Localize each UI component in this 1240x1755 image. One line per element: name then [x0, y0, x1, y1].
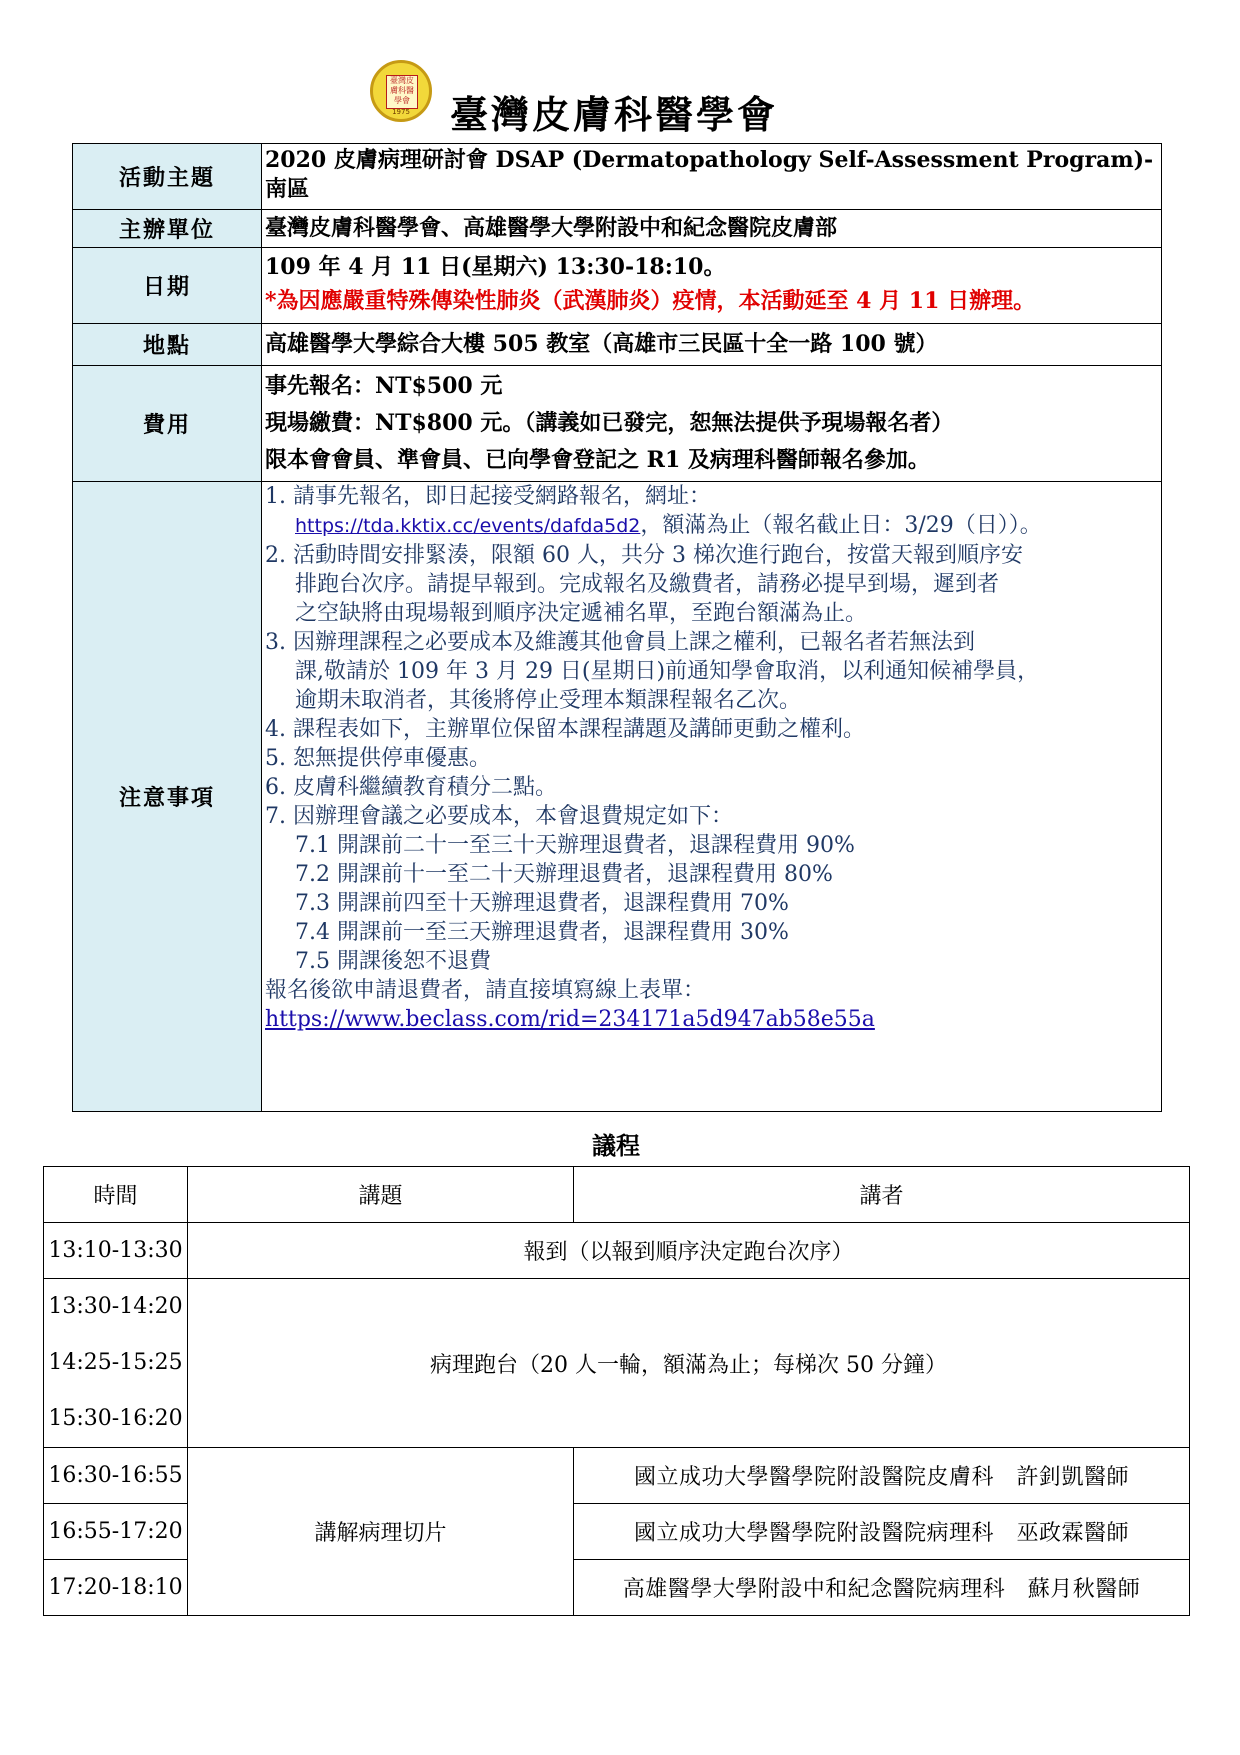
note-2c: 之空缺將由現場報到順序決定遞補名單，至跑台額滿為止。 — [295, 601, 868, 626]
rotation-time-3: 15:30-16:20 — [48, 1406, 183, 1431]
fee-row — [73, 366, 1162, 482]
note-3a: 3. 因辦理課程之必要成本及維護其他會員上課之權利，已報名者若無法到 — [265, 630, 975, 655]
event-info-table — [72, 143, 1162, 1112]
rotation-text: 病理跑台（20 人一輪，額滿為止；每梯次 50 分鐘） — [188, 1279, 1190, 1448]
date-notice: *為因應嚴重特殊傳染性肺炎（武漢肺炎）疫情，本活動延至 4 月 11 日辦理。 — [265, 288, 1036, 314]
refund-rule-2: 7.2 開課前十一至二十天辦理退費者，退課程費用 80% — [295, 862, 833, 887]
fee-onsite: 現場繳費：NT$800 元。（講義如已發完，恕無法提供予現場報名者） — [265, 410, 954, 436]
rotation-time-2: 14:25-15:25 — [48, 1350, 183, 1375]
notes-label: 注意事項 — [73, 482, 262, 1112]
refund-rule-1: 7.1 開課前二十一至三十天辦理退費者，退課程費用 90% — [295, 833, 855, 858]
date-cell — [262, 248, 1162, 324]
agenda-header-row — [44, 1167, 1190, 1223]
lecture-speaker-2: 國立成功大學醫學院附設醫院病理科 巫政霖醫師 — [574, 1504, 1190, 1560]
logo-emblem — [386, 75, 418, 109]
fee-cell — [262, 366, 1162, 482]
registration-link[interactable]: https://tda.kktix.cc/events/dafda5d2 — [295, 515, 641, 537]
date-label: 日期 — [73, 248, 262, 324]
fee-label: 費用 — [73, 366, 262, 482]
theme-value: 2020 皮膚病理研討會 DSAP (Dermatopathology Self-Assessment Program)-南區 — [262, 144, 1162, 210]
association-logo — [370, 60, 432, 122]
theme-label: 活動主題 — [73, 144, 262, 210]
lecture-time-3: 17:20-18:10 — [44, 1560, 188, 1616]
rotation-times — [44, 1279, 188, 1448]
page-title: 臺灣皮膚科醫學會 — [450, 92, 779, 137]
note-3b: 課,敬請於 109 年 3 月 29 日(星期日)前通知學會取消，以利通知候補學員， — [295, 659, 1040, 684]
place-label: 地點 — [73, 324, 262, 366]
note-1-cont — [265, 511, 1157, 541]
refund-rule-3: 7.3 開課前四至十天辦理退費者，退課程費用 70% — [295, 891, 789, 916]
checkin-time: 13:10-13:30 — [44, 1223, 188, 1279]
lecture-speaker-1: 國立成功大學醫學院附設醫院皮膚科 許釗凱醫師 — [574, 1448, 1190, 1504]
date-row — [73, 248, 1162, 324]
note-7: 7. 因辦理會議之必要成本，本會退費規定如下： — [265, 804, 733, 829]
note-2a: 2. 活動時間安排緊湊，限額 60 人，共分 3 梯次進行跑台，按當天報到順序安 — [265, 543, 1023, 568]
rotation-time-1: 13:30-14:20 — [48, 1294, 183, 1319]
notes-cell — [262, 482, 1162, 1112]
theme-row — [73, 144, 1162, 210]
rotation-row — [44, 1279, 1190, 1448]
place-value: 高雄醫學大學綜合大樓 505 教室（高雄市三民區十全一路 100 號） — [262, 324, 1162, 366]
date-value: 109 年 4 月 11 日(星期六) 13:30-18:10。 — [265, 254, 726, 280]
header-speaker: 講者 — [574, 1167, 1190, 1223]
checkin-text: 報到（以報到順序決定跑台次序） — [188, 1223, 1190, 1279]
note-6: 6. 皮膚科繼續教育積分二點。 — [265, 775, 557, 800]
lecture-speaker-3: 高雄醫學大學附設中和紀念醫院病理科 蘇月秋醫師 — [574, 1560, 1190, 1616]
notes-row — [73, 482, 1162, 1112]
refund-intro: 報名後欲申請退費者，請直接填寫線上表單： — [265, 978, 706, 1003]
note-2b: 排跑台次序。請提早報到。完成報名及繳費者，請務必提早到場，遲到者 — [295, 572, 1000, 597]
note-1-tail: ，額滿為止（報名截止日：3/29（日））。 — [640, 513, 1042, 538]
note-1: 1. 請事先報名，即日起接受網路報名，網址： — [265, 484, 711, 509]
refund-rule-5: 7.5 開課後恕不退費 — [295, 949, 491, 974]
host-value: 臺灣皮膚科醫學會、高雄醫學大學附設中和紀念醫院皮膚部 — [262, 210, 1162, 248]
place-row — [73, 324, 1162, 366]
note-3c: 逾期未取消者，其後將停止受理本類課程報名乙次。 — [295, 688, 802, 713]
host-row — [73, 210, 1162, 248]
logo-text: 臺灣皮膚科醫學會 — [390, 76, 414, 105]
note-5: 5. 恕無提供停車優惠。 — [265, 746, 491, 771]
fee-advance: 事先報名：NT$500 元 — [265, 373, 503, 399]
logo-year: 1975 — [392, 108, 410, 116]
lecture-topic: 講解病理切片 — [188, 1448, 574, 1616]
lecture-time-2: 16:55-17:20 — [44, 1504, 188, 1560]
lecture-row-1 — [44, 1448, 1190, 1504]
fee-eligibility: 限本會會員、準會員、已向學會登記之 R1 及病理科醫師報名參加。 — [265, 447, 930, 473]
refund-form-link[interactable]: https://www.beclass.com/rid=234171a5d947ab58e55a — [265, 1007, 875, 1032]
checkin-row — [44, 1223, 1190, 1279]
lecture-time-1: 16:30-16:55 — [44, 1448, 188, 1504]
agenda-title: 議程 — [592, 1131, 640, 1160]
host-label: 主辦單位 — [73, 210, 262, 248]
header-time: 時間 — [44, 1167, 188, 1223]
note-4: 4. 課程表如下，主辦單位保留本課程講題及講師更動之權利。 — [265, 717, 865, 742]
header-topic: 講題 — [188, 1167, 574, 1223]
agenda-table — [43, 1166, 1190, 1616]
refund-link-line — [265, 1005, 1157, 1034]
refund-rule-4: 7.4 開課前一至三天辦理退費者，退課程費用 30% — [295, 920, 789, 945]
